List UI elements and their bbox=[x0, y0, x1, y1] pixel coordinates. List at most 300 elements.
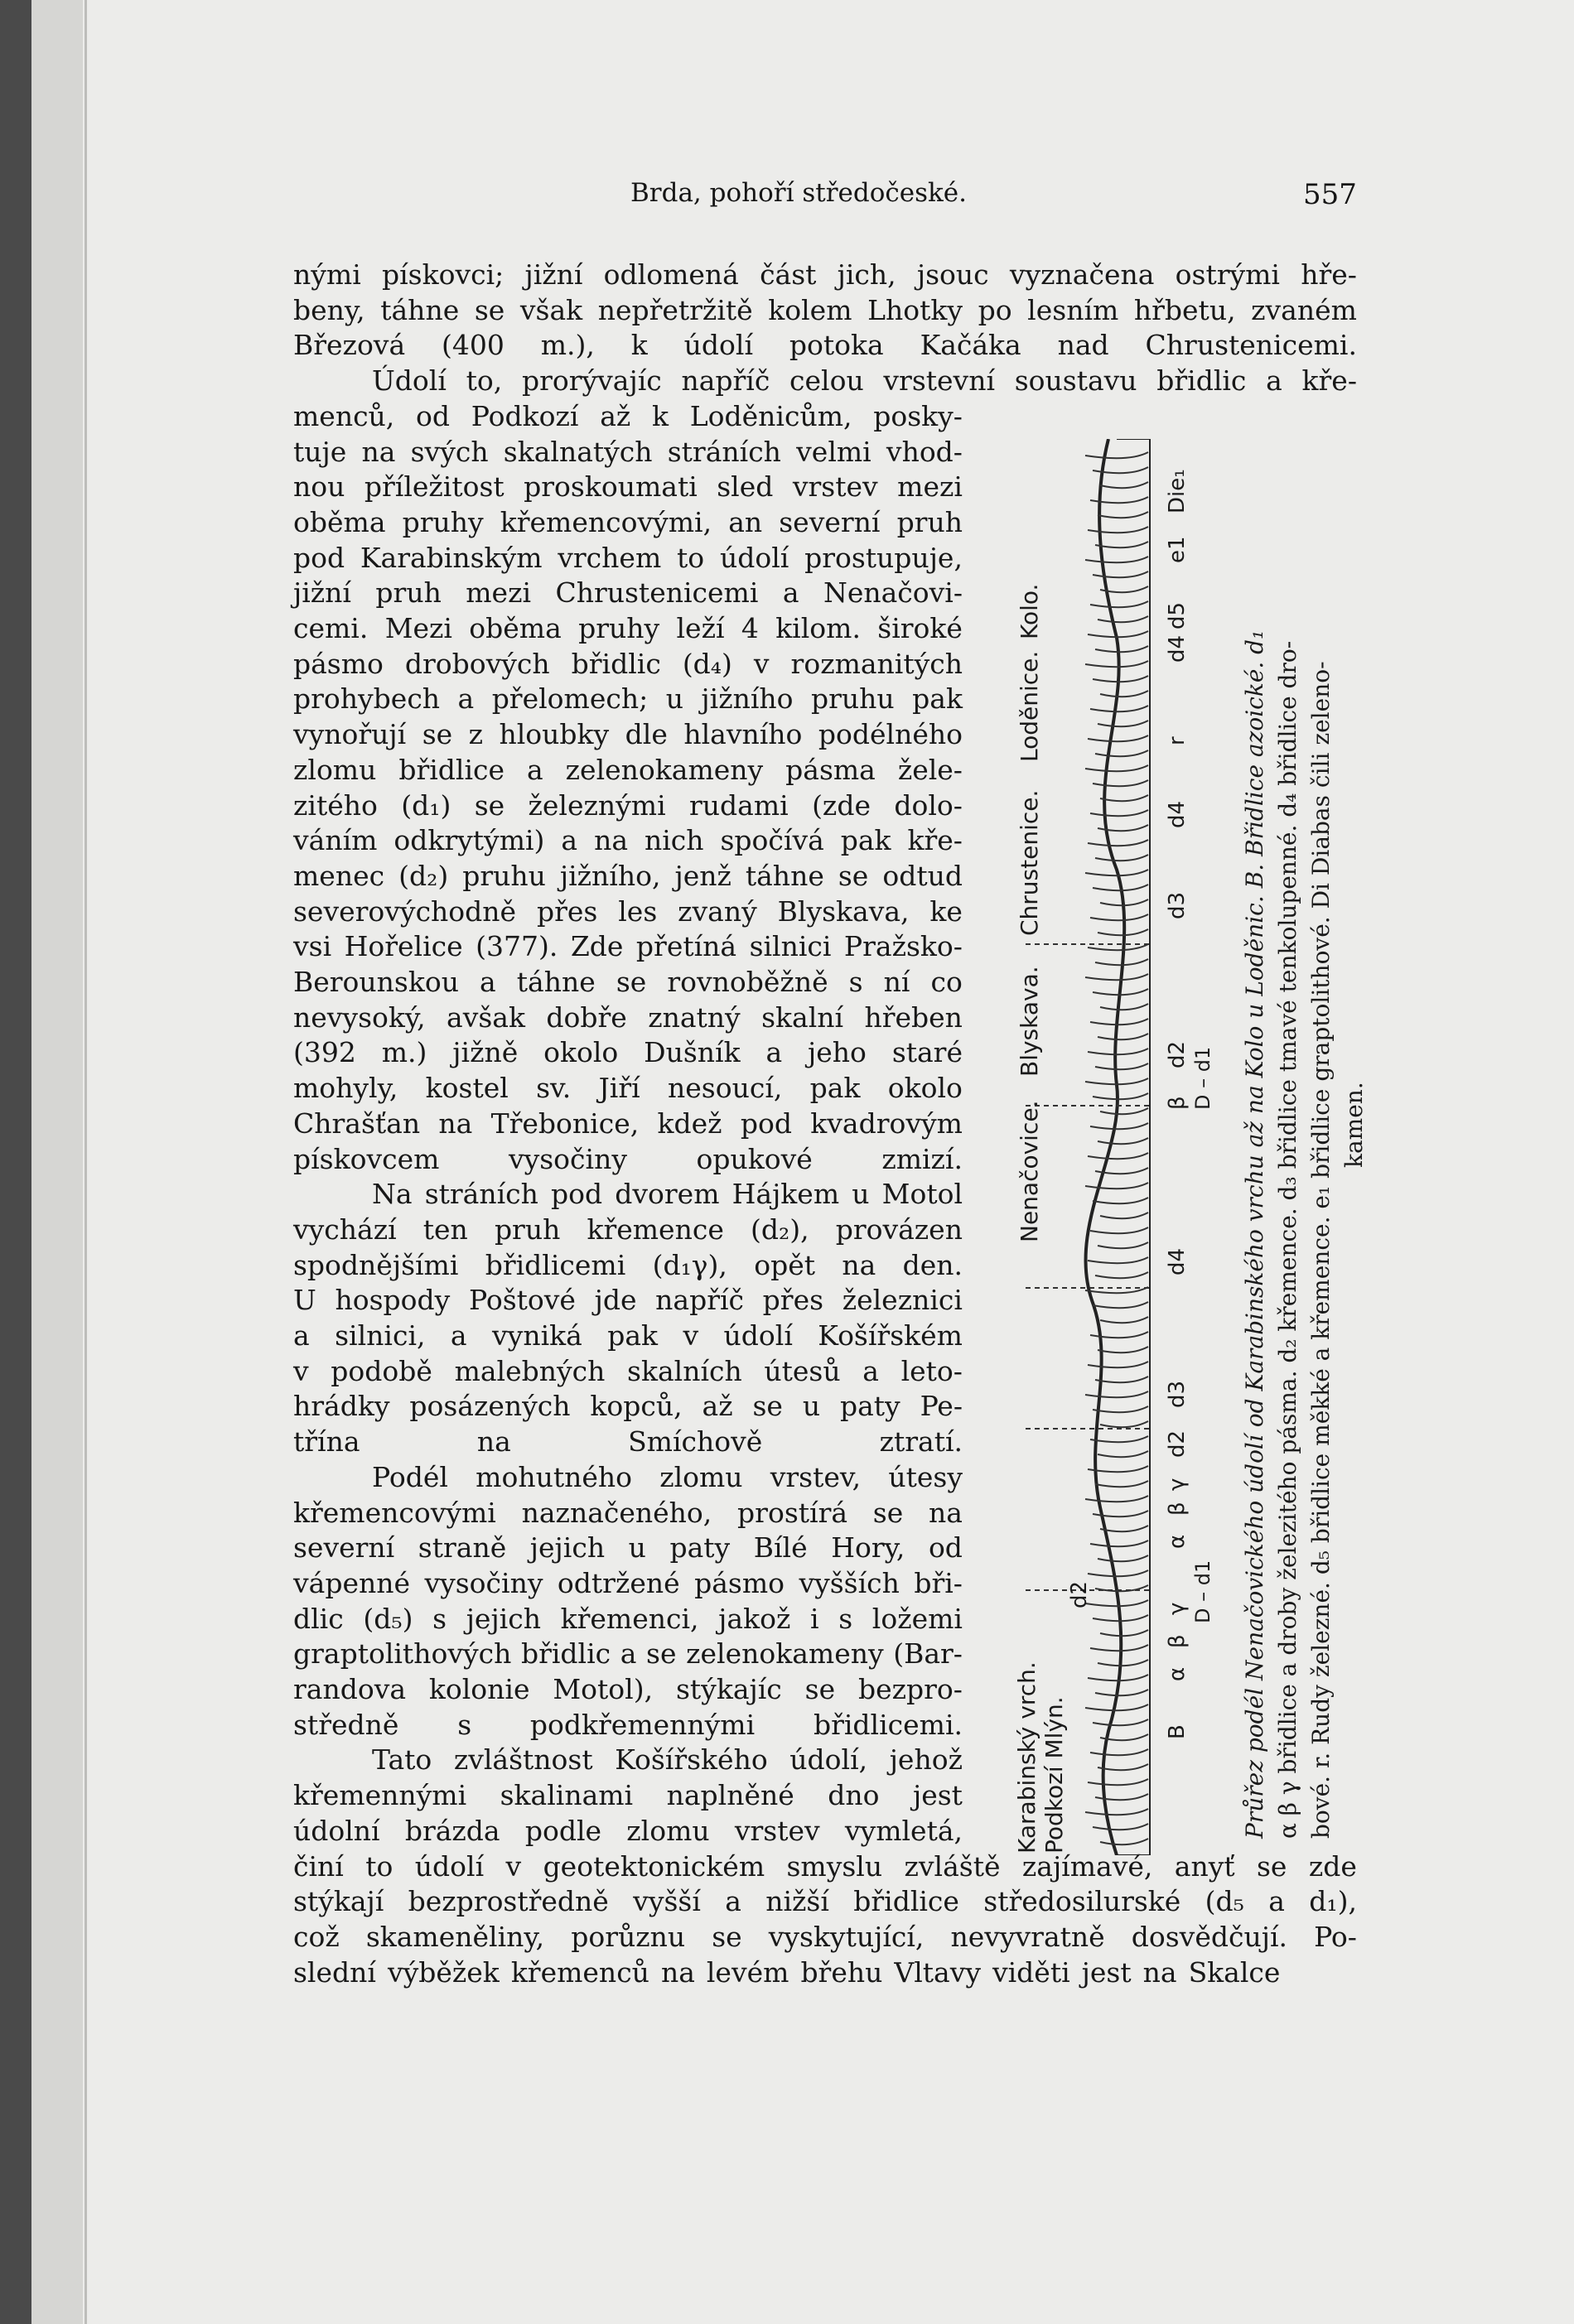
word: nepřetržitě bbox=[597, 293, 753, 326]
word: pruhy bbox=[402, 505, 484, 538]
text-line bbox=[372, 1743, 963, 1776]
stratum-label: r bbox=[1165, 736, 1190, 745]
word: tuje bbox=[293, 435, 347, 468]
word: břehu bbox=[800, 1955, 883, 1989]
word: ztratí. bbox=[879, 1425, 963, 1459]
word: hře- bbox=[1301, 258, 1357, 291]
word: cemi. bbox=[293, 612, 369, 644]
word: severní bbox=[779, 505, 881, 538]
word: (d₄) bbox=[682, 647, 732, 680]
word: brázda bbox=[404, 1814, 500, 1847]
word: kilom. bbox=[775, 612, 861, 644]
word: severovýchodně bbox=[293, 894, 517, 928]
word: vrchem bbox=[558, 541, 662, 574]
word: silnici bbox=[749, 930, 832, 963]
word: stráních bbox=[424, 1178, 538, 1211]
word: vysočiny bbox=[508, 1142, 627, 1175]
hatch-stroke bbox=[1090, 1436, 1148, 1442]
hatch-stroke bbox=[1090, 914, 1148, 920]
word: jeho bbox=[808, 1036, 867, 1069]
text-line bbox=[293, 1815, 963, 1847]
word: výběžek bbox=[387, 1955, 500, 1989]
word: a bbox=[527, 753, 543, 786]
stratum-label: d5 bbox=[1165, 601, 1190, 629]
hatch-stroke bbox=[1090, 1540, 1148, 1546]
hatch-stroke bbox=[1090, 1645, 1148, 1651]
word: jde bbox=[594, 1284, 637, 1317]
hatch-stroke bbox=[1093, 1093, 1148, 1099]
word: pruhu bbox=[811, 682, 895, 716]
label-nenacovice: Nenačovice. bbox=[1016, 1100, 1043, 1242]
hatch-stroke bbox=[1095, 855, 1148, 861]
word: graptolithových bbox=[293, 1637, 512, 1671]
word: (392 bbox=[293, 1036, 356, 1069]
word: u bbox=[852, 1178, 870, 1211]
word: křemencovými bbox=[293, 1496, 496, 1529]
word: to bbox=[365, 1849, 394, 1883]
word: nesoucí, bbox=[668, 1072, 783, 1105]
word: přetíná bbox=[635, 930, 737, 963]
word: břidlice bbox=[398, 753, 505, 786]
word: (zde bbox=[812, 788, 871, 822]
word: se bbox=[646, 1637, 677, 1671]
text-line bbox=[293, 1036, 963, 1068]
word: a bbox=[450, 1319, 467, 1352]
word: útesů bbox=[764, 1354, 841, 1387]
word: Chrašťan bbox=[293, 1107, 421, 1140]
stratum-label: γ bbox=[1165, 1602, 1190, 1615]
word: kolonie bbox=[428, 1673, 530, 1705]
word: posázených bbox=[409, 1390, 571, 1423]
word: pruh bbox=[375, 576, 442, 610]
hatch-stroke bbox=[1098, 1451, 1148, 1457]
word: les bbox=[618, 894, 658, 928]
word: ke bbox=[929, 894, 963, 928]
word: lesním bbox=[1027, 293, 1119, 326]
word: proskoumati bbox=[524, 470, 698, 504]
word: se bbox=[838, 859, 869, 892]
word: nad bbox=[1057, 329, 1109, 362]
stratum-bracket-label: D – d1 bbox=[1191, 1046, 1214, 1110]
text-line bbox=[293, 1885, 1357, 1917]
hatch-stroke bbox=[1090, 1019, 1148, 1025]
word: dlic bbox=[293, 1602, 344, 1635]
text-line bbox=[293, 506, 963, 538]
word: avšak bbox=[447, 1000, 525, 1034]
word: napříč bbox=[681, 364, 770, 398]
word: mezi bbox=[466, 576, 532, 610]
word: ostrými bbox=[1175, 258, 1280, 291]
hatch-stroke bbox=[1098, 512, 1148, 518]
book-page bbox=[31, 0, 1574, 2324]
word: vrstev bbox=[734, 1814, 820, 1847]
hatch-stroke bbox=[1088, 527, 1148, 533]
page-number: 557 bbox=[1303, 178, 1357, 211]
word: nou bbox=[293, 470, 345, 504]
word: kvadrovým bbox=[810, 1107, 963, 1140]
word: břidlice bbox=[853, 1885, 959, 1918]
stratum-label: d3 bbox=[1165, 891, 1190, 919]
word: levém bbox=[706, 1955, 789, 1989]
word: hlavního bbox=[683, 718, 803, 751]
hatch-stroke bbox=[1095, 542, 1148, 547]
word: odlomená bbox=[603, 258, 739, 291]
word: vyšší bbox=[633, 1885, 701, 1918]
word: viděti bbox=[992, 1955, 1070, 1989]
word: U bbox=[293, 1284, 316, 1317]
word: břidlic bbox=[520, 1637, 611, 1671]
word: až bbox=[702, 1390, 733, 1423]
word: straně bbox=[418, 1531, 507, 1565]
word: pod bbox=[293, 541, 345, 574]
label-kolo: Kolo. bbox=[1016, 583, 1043, 639]
word: vyniká bbox=[492, 1319, 582, 1352]
word: údolí bbox=[414, 1849, 485, 1883]
word: pak bbox=[840, 824, 891, 857]
word: kostel bbox=[425, 1072, 509, 1105]
text-line bbox=[293, 1673, 963, 1705]
word: (d₁) bbox=[401, 788, 451, 822]
word: od bbox=[928, 1531, 963, 1565]
text-line bbox=[293, 1001, 963, 1034]
word: pásmo bbox=[694, 1566, 785, 1599]
word: železnici bbox=[842, 1284, 963, 1317]
hatch-stroke bbox=[1100, 691, 1148, 697]
hatch-stroke bbox=[1088, 840, 1148, 846]
word: a bbox=[765, 1036, 783, 1069]
word: a bbox=[862, 1354, 879, 1387]
word: Blyskava, bbox=[777, 894, 910, 928]
word: spodnějšími bbox=[293, 1248, 459, 1281]
word: na bbox=[842, 1248, 876, 1281]
word: křemennými bbox=[293, 1779, 467, 1812]
word: pruh bbox=[494, 1213, 561, 1246]
word: jenž bbox=[674, 859, 731, 892]
word: prohybech bbox=[293, 682, 441, 716]
word: zelenokameny bbox=[565, 753, 764, 786]
word: pruhy bbox=[578, 612, 660, 644]
word: vymletá, bbox=[844, 1814, 963, 1847]
word: k bbox=[630, 329, 648, 362]
word: Mezi bbox=[384, 612, 452, 644]
stratum-label: d4 bbox=[1165, 1247, 1190, 1275]
word: zmizí. bbox=[881, 1142, 963, 1175]
word: zajímavé, bbox=[1021, 1849, 1153, 1883]
label-karabinsky-vrch: Karabinský vrch. bbox=[1013, 1661, 1040, 1854]
text-line bbox=[293, 1390, 963, 1422]
word: jejich bbox=[466, 1602, 541, 1635]
word: jehož bbox=[889, 1743, 963, 1777]
word: Motol bbox=[881, 1178, 963, 1211]
word: podkřemennými bbox=[529, 1708, 756, 1741]
word: pak bbox=[607, 1319, 659, 1352]
word: Podél bbox=[372, 1460, 448, 1493]
text-line bbox=[293, 612, 963, 644]
word: se bbox=[752, 1390, 783, 1423]
hatch-stroke bbox=[1100, 1630, 1148, 1636]
text-line bbox=[293, 1284, 963, 1316]
word: a bbox=[457, 682, 475, 716]
word: potoka bbox=[789, 329, 884, 362]
stratum-label: β bbox=[1165, 1502, 1190, 1516]
word: vápenné bbox=[293, 1566, 411, 1599]
word: nich bbox=[644, 824, 704, 857]
text-line bbox=[293, 824, 963, 856]
word: opukové bbox=[696, 1142, 813, 1175]
hatch-stroke bbox=[1090, 601, 1148, 607]
word: v bbox=[753, 647, 770, 680]
word: Košířském bbox=[818, 1319, 963, 1352]
word: leží bbox=[676, 612, 725, 644]
word: Po- bbox=[1314, 1920, 1357, 1953]
word: se bbox=[804, 1673, 836, 1705]
word: Košířského bbox=[615, 1743, 768, 1777]
word: rudami bbox=[689, 788, 789, 822]
hatch-stroke bbox=[1085, 661, 1148, 667]
word: kdež bbox=[657, 1107, 722, 1140]
text-line bbox=[372, 364, 1357, 397]
word: stráních bbox=[667, 435, 781, 468]
hatch-stroke bbox=[1095, 646, 1148, 652]
stratum-label: d2 bbox=[1165, 1430, 1190, 1458]
word: skalních bbox=[627, 1354, 742, 1387]
word: slední bbox=[293, 1955, 376, 1989]
word: kolem bbox=[768, 293, 852, 326]
word: jest bbox=[912, 1779, 963, 1812]
word: Třebonice, bbox=[490, 1107, 640, 1140]
word: stýkajíc bbox=[675, 1673, 782, 1705]
hatch-stroke bbox=[1085, 765, 1148, 771]
hatch-stroke bbox=[1093, 571, 1148, 577]
word: se bbox=[474, 788, 505, 822]
hatch-stroke bbox=[1095, 1481, 1148, 1487]
hatch-stroke bbox=[1090, 810, 1148, 816]
word: jižní bbox=[293, 576, 351, 610]
word: vhod- bbox=[886, 435, 963, 468]
hatch-stroke bbox=[1085, 1391, 1148, 1397]
text-line bbox=[293, 930, 963, 962]
word: zde bbox=[1308, 1849, 1357, 1883]
word: ložemi bbox=[871, 1602, 963, 1635]
word: na bbox=[476, 1425, 511, 1459]
word: Chrustenicemi. bbox=[1145, 329, 1357, 362]
word: křemenců bbox=[510, 1955, 649, 1989]
hatch-stroke bbox=[1085, 1496, 1148, 1502]
word: bezpro- bbox=[857, 1673, 963, 1705]
word: Údolí bbox=[372, 364, 447, 398]
word: kře- bbox=[907, 824, 963, 857]
word: však bbox=[519, 293, 583, 326]
hatch-stroke bbox=[1098, 1138, 1148, 1144]
word: středosilurské bbox=[983, 1885, 1181, 1918]
word: přes bbox=[762, 1284, 824, 1317]
word: bezprostředně bbox=[408, 1885, 609, 1918]
word: po bbox=[978, 293, 1012, 326]
word: drobových bbox=[404, 647, 550, 680]
stratum-label: d3 bbox=[1165, 1380, 1190, 1408]
word: široké bbox=[877, 612, 963, 644]
word: skalní bbox=[761, 1000, 844, 1034]
stratum-bracket-label: D – d1 bbox=[1191, 1560, 1214, 1623]
figure-caption-line-4: kamen. bbox=[1340, 1082, 1368, 1168]
word: křemencovými, bbox=[500, 505, 712, 538]
word: hrádky bbox=[293, 1390, 390, 1423]
hatch-stroke bbox=[1085, 1183, 1148, 1189]
word: jakož bbox=[718, 1602, 791, 1635]
word: rovnoběžně bbox=[667, 966, 828, 998]
hatch-stroke bbox=[1093, 676, 1148, 682]
word: třína bbox=[293, 1425, 360, 1459]
word: Pe- bbox=[920, 1390, 963, 1423]
word: beny, bbox=[293, 293, 365, 326]
word: pruh bbox=[896, 505, 963, 538]
hatch-stroke bbox=[1095, 750, 1148, 756]
text-line bbox=[293, 860, 963, 892]
text-line bbox=[293, 1497, 963, 1529]
text-line bbox=[293, 1249, 963, 1281]
word: jižního bbox=[701, 682, 794, 716]
text-line bbox=[293, 1709, 963, 1741]
word: celou bbox=[789, 364, 864, 398]
hatch-stroke bbox=[1085, 452, 1148, 458]
text-line bbox=[293, 258, 1357, 291]
word: (d₅ bbox=[1205, 1885, 1244, 1918]
word: naznačeného, bbox=[521, 1496, 712, 1529]
word: Kačáka bbox=[920, 329, 1021, 362]
strata-hatching bbox=[1085, 452, 1148, 1844]
word: což bbox=[293, 1920, 340, 1953]
hatch-stroke bbox=[1095, 1272, 1148, 1278]
word: a bbox=[782, 576, 799, 610]
word: kře- bbox=[1301, 364, 1357, 398]
label-side-d2: d2 bbox=[1067, 1580, 1092, 1608]
word: randova bbox=[293, 1673, 407, 1705]
word: dno bbox=[828, 1779, 880, 1812]
stratum-label: β bbox=[1165, 1634, 1190, 1648]
word: staré bbox=[891, 1036, 963, 1069]
text-line bbox=[293, 1355, 963, 1387]
word: údolí, bbox=[789, 1743, 868, 1777]
hatch-stroke bbox=[1093, 780, 1148, 786]
word: vychází bbox=[293, 1213, 397, 1246]
word: (d₂) bbox=[398, 859, 449, 892]
text-line bbox=[293, 718, 963, 750]
word: jejich bbox=[529, 1531, 606, 1565]
word: u bbox=[665, 682, 683, 716]
word: u bbox=[802, 1390, 821, 1423]
word: od bbox=[416, 399, 451, 432]
hatch-stroke bbox=[1093, 1406, 1148, 1412]
word: zlomu bbox=[293, 753, 377, 786]
word: a bbox=[480, 966, 496, 998]
word: pod bbox=[740, 1107, 792, 1140]
text-line bbox=[293, 1567, 963, 1599]
hatch-stroke bbox=[1088, 1362, 1148, 1367]
hatch-stroke bbox=[1100, 1213, 1148, 1218]
word: v bbox=[293, 1354, 309, 1387]
word: část bbox=[760, 258, 817, 291]
word: dolo- bbox=[894, 788, 963, 822]
text-line bbox=[293, 1319, 963, 1352]
hatch-stroke bbox=[1088, 1779, 1148, 1785]
text-line bbox=[293, 1779, 963, 1811]
word: pásma bbox=[785, 753, 876, 786]
text-line bbox=[293, 1143, 963, 1175]
word: pak bbox=[912, 682, 963, 716]
word: podle bbox=[524, 1814, 602, 1847]
stratum-label: d4 bbox=[1165, 800, 1190, 828]
word: žele- bbox=[897, 753, 963, 786]
word: se bbox=[616, 966, 647, 998]
word: i bbox=[809, 1602, 819, 1635]
word: m.) bbox=[381, 1036, 427, 1069]
word: (377). bbox=[476, 930, 558, 963]
word: Poštové bbox=[468, 1284, 576, 1317]
word: břidlicemi. bbox=[813, 1708, 963, 1741]
word: zvaném bbox=[1251, 293, 1357, 326]
label-blyskava: Blyskava. bbox=[1016, 966, 1043, 1077]
word: Vltavy bbox=[894, 1955, 981, 1989]
word: odtržené bbox=[557, 1566, 680, 1599]
word: Na bbox=[372, 1178, 413, 1211]
word: to, bbox=[466, 364, 503, 398]
word: přes bbox=[536, 894, 598, 928]
word: Hory, bbox=[831, 1531, 905, 1565]
word: břidlic bbox=[1156, 364, 1247, 398]
word: an bbox=[728, 505, 763, 538]
word: kopců, bbox=[590, 1390, 683, 1423]
word: mohutného bbox=[476, 1460, 632, 1493]
word: zvláště bbox=[904, 1849, 1001, 1883]
word: napříč bbox=[655, 1284, 745, 1317]
word: z bbox=[468, 718, 484, 751]
word: Zde bbox=[570, 930, 624, 963]
word: velmi bbox=[796, 435, 871, 468]
word: okolo bbox=[543, 1036, 619, 1069]
hatch-stroke bbox=[1100, 1421, 1148, 1427]
hatch-stroke bbox=[1100, 1004, 1148, 1010]
word: táhne bbox=[516, 966, 596, 998]
word: sled bbox=[717, 470, 774, 504]
word: hřbetu, bbox=[1133, 293, 1236, 326]
word: železnými bbox=[528, 788, 666, 822]
label-lodenice: Loděnice. bbox=[1016, 650, 1043, 762]
hatch-stroke bbox=[1085, 974, 1148, 980]
word: u bbox=[628, 1531, 646, 1565]
text-line bbox=[293, 1425, 963, 1458]
word: na bbox=[594, 824, 628, 857]
label-podkozi-mlyn: Podkozí Mlýn. bbox=[1040, 1696, 1068, 1854]
hatch-stroke bbox=[1098, 616, 1148, 622]
word: na bbox=[438, 1107, 473, 1140]
word: zvaný bbox=[678, 894, 757, 928]
word: se bbox=[422, 718, 453, 751]
stratum-label: α bbox=[1165, 1666, 1190, 1681]
word: křemence bbox=[587, 1213, 724, 1246]
word: nižší bbox=[765, 1885, 829, 1918]
hatch-stroke bbox=[1098, 1034, 1148, 1039]
word: geotektonickém bbox=[543, 1849, 765, 1883]
word: nými bbox=[293, 258, 361, 291]
word: Pražsko- bbox=[843, 930, 963, 963]
word: jich, bbox=[837, 258, 896, 291]
hatch-stroke bbox=[1093, 1198, 1148, 1203]
text-line bbox=[293, 1107, 963, 1140]
word: hřeben bbox=[864, 1000, 963, 1034]
word: s bbox=[457, 1708, 472, 1741]
hatch-stroke bbox=[1090, 1227, 1148, 1233]
word: zlomu bbox=[659, 1460, 743, 1493]
